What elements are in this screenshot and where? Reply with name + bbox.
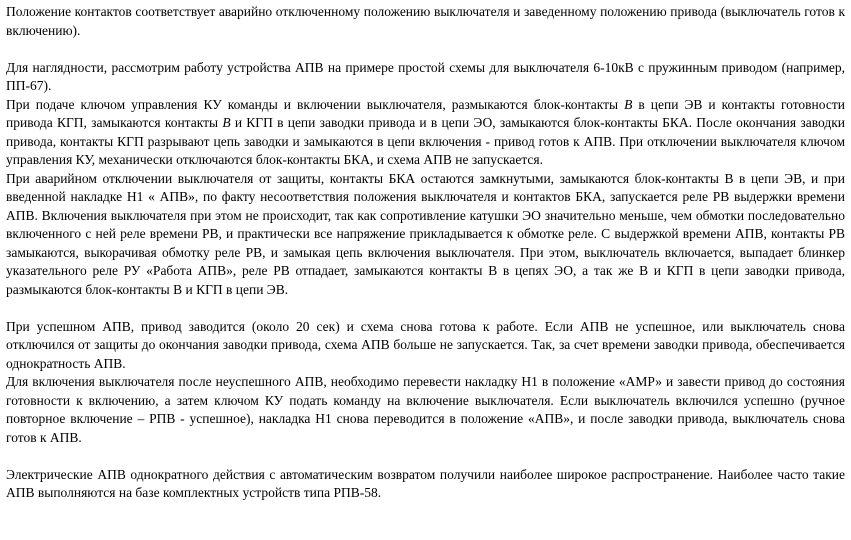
paragraph-contact-position: Положение контактов соответствует аварийно отключенному положению выключателя и заведенному положению привода (выключатель готов к включению). [6, 4, 845, 38]
paragraph-emergency-trip: При аварийном отключении выключателя от защиты, контакты БКА остаются замкнутыми, замыкаются блок-контакты В в цепи ЭВ, и при введенной накладке Н1 « АПВ», по факту несоответствия положения выключателя и контактов БКА, запускается реле РВ выдержки времени АПВ. Включения выключателя при этом не происходит, так как сопротивление катушки ЭО значительно меньше, чем обмотки последовательно включенного с ней реле времени РВ, и практически все напряжение прикладывается к обмотке реле. С выдержкой времени АПВ, контакты РВ замыкаются, выкорачивая обмотку реле РВ, и замыкая цепь включения выключателя. При этом, выключатель включается, выпадает блинкер указательного реле РУ «Работа АПВ», реле РВ отпадает, замыкаются контакты В в цепях ЭО, а так же В и КГП в цепи заводки привода, размыкаются блок-контакты В и КГП в цепи ЭВ. [6, 170, 845, 297]
paragraph-example-intro: Для наглядности, рассмотрим работу устройства АПВ на примере простой схемы для выключателя 6-10кВ с пружинным приводом (например, ПП-67). [6, 59, 845, 93]
contact-label-italic: В [624, 96, 633, 112]
contact-label-italic: В [222, 115, 231, 130]
paragraph-spacer [6, 299, 845, 318]
text-segment: в цепи ЭВ и контакты готовности привода КГП, замыкаются контакты [6, 96, 845, 130]
paragraph-spacer [6, 40, 845, 59]
paragraph-unsuccessful-reclose: Для включения выключателя после неуспешного АПВ, необходимо перевести накладку Н1 в положение «АМР» и завести привод до состояния готовности к включению, а затем ключом КУ подать команду на включение выключателя. Если выключатель включился успешно (ручное повторное включение – РПВ - успешное), накладка Н1 снова переводится в положение «АПВ», и после заводки привода, выключатель снова готов к АПВ. [6, 374, 845, 445]
text-segment: и КГП в цепи заводки привода и в цепи ЭО, замыкаются блок-контакты БКА. После окончания заводки привода, контакты КГП разрывают цепь заводки и замыкаются в цепи включения - привод готов к АПВ. При отключении выключателя ключом управления КУ, механически отключаются блок-контакты БКА, и схема АПВ не запускается. [6, 115, 845, 167]
paragraph-successful-reclose: При успешном АПВ, привод заводится (около 20 сек) и схема снова готова к работе. Если АПВ не успешное, или выключатель снова отключился от защиты до окончания заводки привода, схема АПВ больше не запускается. Так, за счет времени заводки привода, обеспечивается однократность АПВ. [6, 318, 845, 371]
paragraph-manual-switching [6, 96, 845, 170]
paragraph-conclusion: Электрические АПВ однократного действия с автоматическим возвратом получили наиболее широкое распространение. Наиболее часто такие АПВ выполняются на базе комплектных устройств типа РПВ-58. [6, 466, 845, 500]
text-segment: При подаче ключом управления КУ команды и включении выключателя, размыкаются блок-контакты [6, 96, 625, 112]
paragraph-spacer [6, 447, 845, 466]
